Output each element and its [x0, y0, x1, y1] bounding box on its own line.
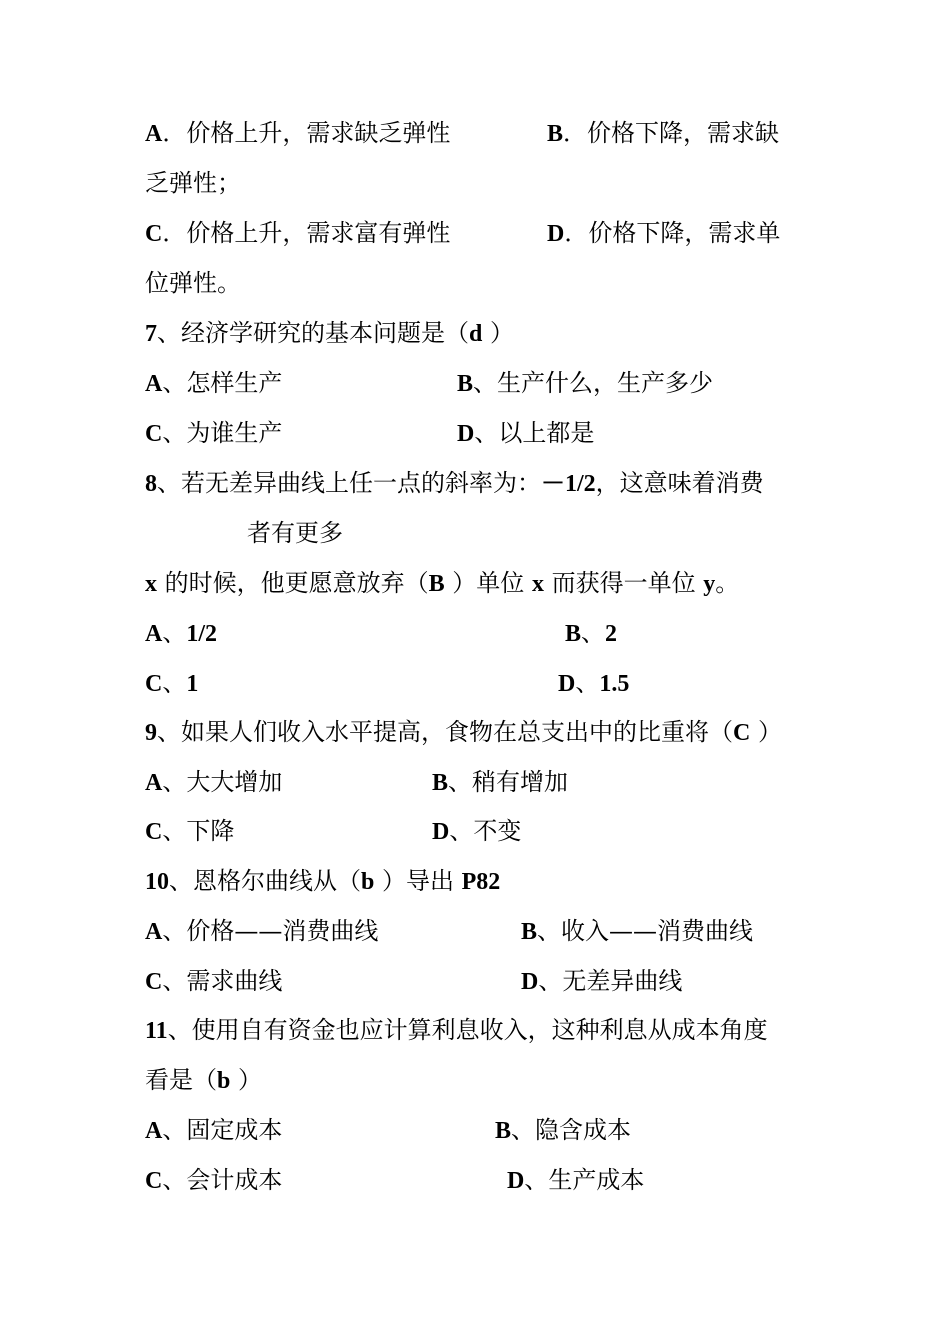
- q7-option-c: C、为谁生产: [145, 419, 283, 447]
- q11-answer: b: [217, 1068, 231, 1094]
- q9-options-row-2: [145, 806, 825, 856]
- q8-option-a: A、1/2: [145, 619, 218, 647]
- q8-stem-line-3: x 的时候，他更愿意放弃（B ）单位 x 而获得一单位 y。: [145, 569, 740, 597]
- q10-options-row-1: [145, 906, 825, 956]
- q9-option-b: B、稍有增加: [432, 768, 569, 796]
- q8-option-b: B、2: [565, 619, 618, 647]
- q8-options-row-1: [145, 608, 825, 658]
- q7-options-row-1: [145, 358, 825, 408]
- q10-option-c: C、需求曲线: [145, 967, 283, 995]
- q6-options-row-1: [145, 108, 825, 158]
- q9-option-d: D、不变: [432, 817, 522, 845]
- q8-answer: B: [428, 571, 445, 597]
- q8-options-row-2: [145, 658, 825, 708]
- q9-answer: C: [733, 720, 751, 746]
- q7-answer: d: [469, 321, 483, 347]
- q11-option-d: D、生产成本: [507, 1166, 645, 1194]
- q6-option-a: A．价格上升，需求缺乏弹性: [145, 119, 451, 147]
- q11-stem-line-2: 看是（b ）: [145, 1066, 262, 1094]
- q7-stem: 7、经济学研究的基本问题是（d ）: [145, 319, 514, 347]
- q7-option-b: B、生产什么，生产多少: [457, 369, 714, 397]
- q11-option-b: B、隐含成本: [495, 1116, 632, 1144]
- q10-options-row-2: [145, 956, 825, 1006]
- q11-stem: 11、使用自有资金也应计算利息收入，这种利息从成本角度: [145, 1016, 768, 1044]
- q10-option-d: D、无差异曲线: [521, 967, 683, 995]
- q10-stem: 10、恩格尔曲线从（b ）导出 P82: [145, 867, 501, 895]
- q11-options-row-1: [145, 1105, 825, 1155]
- q9-stem: 9、如果人们收入水平提高，食物在总支出中的比重将（C ）: [145, 718, 782, 746]
- q11-option-c: C、会计成本: [145, 1166, 283, 1194]
- q8-stem-line-2: 者有更多: [247, 519, 343, 547]
- q7-option-a: A、怎样生产: [145, 369, 283, 397]
- q11-option-a: A、固定成本: [145, 1116, 283, 1144]
- q9-option-c: C、下降: [145, 817, 235, 845]
- q11-options-row-2: [145, 1155, 825, 1205]
- q7-option-d: D、以上都是: [457, 419, 595, 447]
- q8-stem: 8、若无差异曲线上任一点的斜率为：－1/2，这意味着消费: [145, 469, 764, 497]
- q9-options-row-1: [145, 757, 825, 807]
- q8-option-c: C、1: [145, 669, 199, 697]
- q9-option-a: A、大大增加: [145, 768, 283, 796]
- q6-option-b-continuation: 乏弹性；: [145, 169, 241, 197]
- q6-option-b: B．价格下降，需求缺: [547, 119, 780, 147]
- q6-option-c: C．价格上升，需求富有弹性: [145, 219, 451, 247]
- q7-options-row-2: [145, 408, 825, 458]
- q10-option-a: A、价格——消费曲线: [145, 917, 379, 945]
- q10-answer: b: [361, 869, 375, 895]
- q8-option-d: D、1.5: [558, 669, 630, 697]
- q6-options-row-2: [145, 208, 825, 258]
- q6-option-d: D．价格下降，需求单: [547, 219, 781, 247]
- q10-option-b: B、收入——消费曲线: [521, 917, 754, 945]
- q6-option-d-continuation: 位弹性。: [145, 269, 241, 297]
